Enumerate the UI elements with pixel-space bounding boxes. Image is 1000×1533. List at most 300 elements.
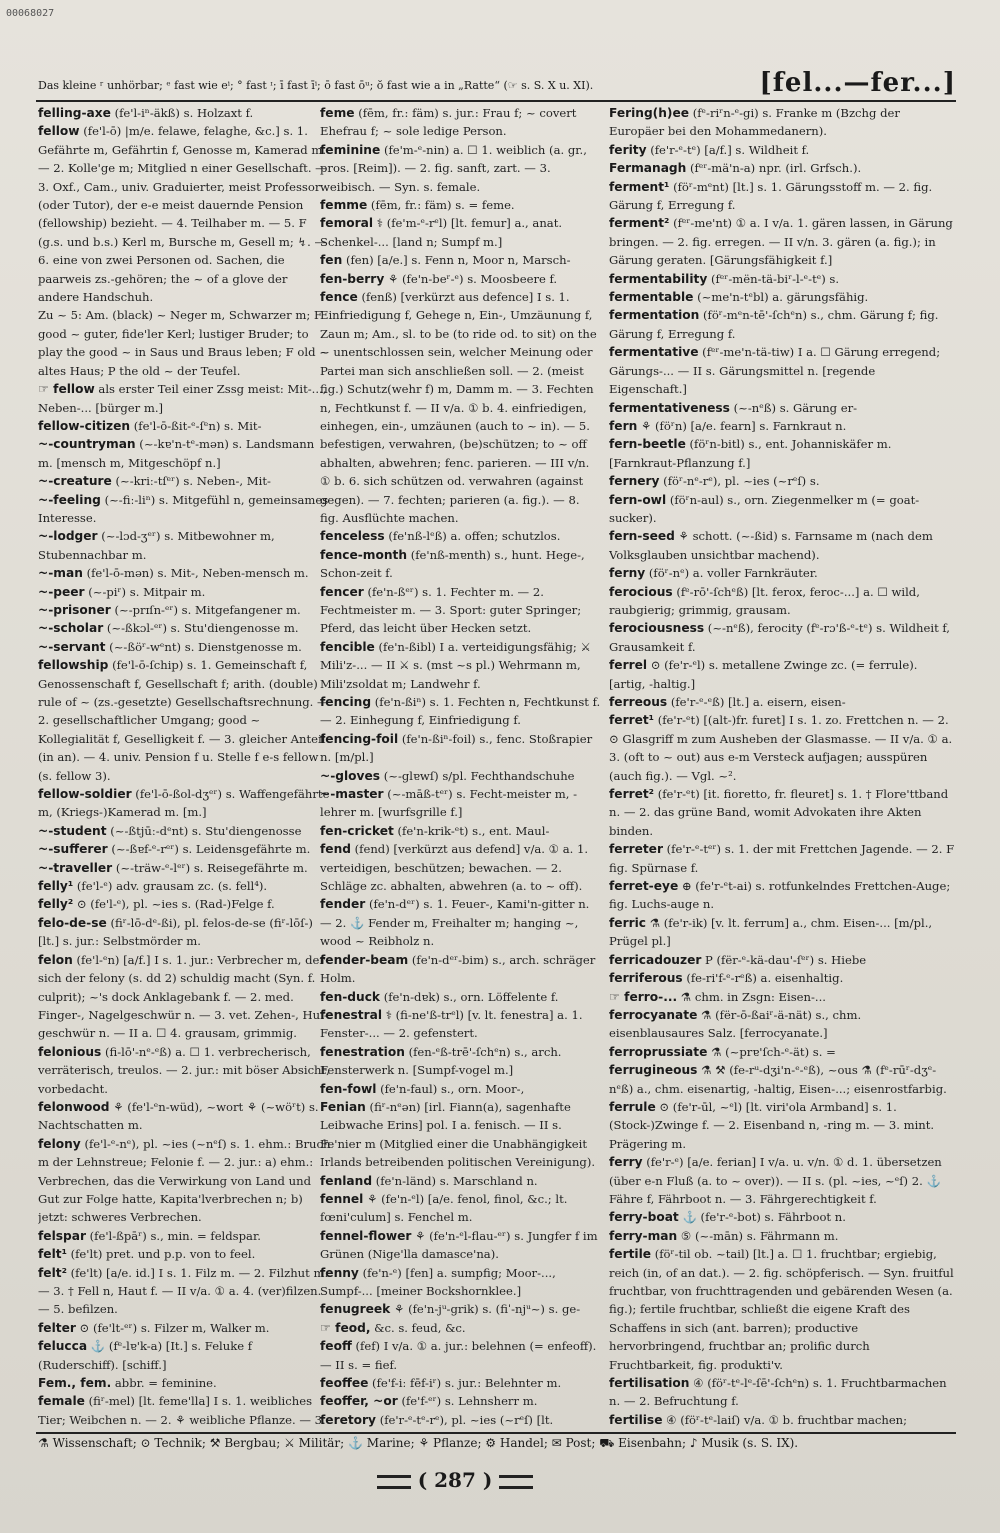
entry-headword: fen-berry — [320, 271, 385, 286]
entry-text: (~-fiː-liⁿ) s. Mitgefühl n, gemeinsames Interesse. — [38, 492, 329, 525]
dictionary-entry — [38, 601, 332, 619]
entry-text: (fe'nß-mɐnth) s., hunt. Hege-, Schon-zeit f. — [320, 547, 585, 581]
entry-text: (fe'l-iⁿ-äkß) s. Holzaxt f. — [114, 106, 254, 120]
entry-headword: ~-prisoner — [38, 602, 111, 617]
dictionary-entry — [609, 306, 955, 343]
entry-text: (fe'r-ᵉ-ᵉß) [lt.] a. eisern, eisen- — [670, 695, 846, 709]
entry-headword: ~-peer — [38, 584, 85, 599]
dictionary-entry — [38, 1392, 332, 1430]
entry-headword: fenceless — [320, 529, 385, 544]
entry-text: (föʳ-nᵉ) a. voller Farnkräuter. — [648, 566, 818, 581]
dictionary-entry — [609, 914, 955, 951]
entry-headword: fern-owl — [609, 492, 667, 507]
dictionary-entry — [320, 822, 602, 840]
entry-headword: ferity — [609, 142, 647, 157]
entry-text: P (fër-ᵉ-kä-dau'-ſᵉʳ) s. Hiebe — [705, 952, 867, 967]
entry-headword: ferricadouzer — [609, 952, 702, 967]
dictionary-entry — [320, 1227, 602, 1264]
dictionary-entry — [38, 1098, 332, 1135]
entry-text: (fiʳ-mel) [lt. feme'lla] I s. 1. weibliches Tier; Weibchen n. — 2. ⚘ weibliche Pflanze. — 3. — [38, 1394, 326, 1427]
dictionary-entry — [609, 951, 955, 969]
dictionary-entry — [38, 656, 332, 785]
entry-headword: ☞ ferro-... — [609, 989, 678, 1004]
entry-text: ④ (föʳ-tᵉ-lᵉ-ſē'-ſchᵉn) s. 1. Fruchtbarmachen n. — 2. Befruchtung f. — [609, 1376, 947, 1409]
dictionary-entry — [320, 988, 602, 1006]
dictionary-entry — [609, 104, 955, 141]
dictionary-entry — [38, 122, 332, 306]
entry-text: ⚘ (fe'n-beʳ-ᵉ) s. Moosbeere f. — [387, 271, 558, 286]
entry-text: (fiʳ-nᵉən) [irl. Fiann(a), sagenhafte Leibwache Erins] pol. I a. fenisch. — II s. Fe'nier m (Mitglied einer die Unabhängigkeit Irlands betreibenden politischen Vereinigung). — [320, 1099, 596, 1170]
page-number-bar-left — [377, 1475, 411, 1489]
dictionary-entry — [38, 859, 332, 877]
dictionary-entry — [320, 1319, 602, 1337]
dictionary-entry — [320, 1392, 602, 1410]
entry-text: ④ (föʳ-tᵉ-laiſ) v/a. ① b. fruchtbar machen; — [666, 1412, 908, 1427]
entry-text: ⚘ (föʳn) [a/e. fearn] s. Farnkraut n. — [640, 418, 847, 433]
entry-headword: fen-duck — [320, 989, 381, 1004]
dictionary-entry — [320, 767, 602, 785]
page-number: ( 287 ) — [370, 1468, 540, 1492]
entry-headword: ~-feeling — [38, 492, 101, 507]
entry-headword: ferocious — [609, 584, 673, 599]
dictionary-entry — [38, 895, 332, 913]
dictionary-entry — [609, 656, 955, 693]
dictionary-entry — [609, 159, 955, 177]
dictionary-entry — [320, 1080, 602, 1098]
dictionary-entry — [609, 178, 955, 215]
entry-headword: ~-gloves — [320, 768, 381, 783]
entry-text: (fe'n-krik-ᵉt) s., ent. Maul- — [397, 823, 550, 838]
entry-text: ⚘ schott. (~-ßid) s. Farnsame m (nach dem Volksglauben unsichtbar machend). — [609, 529, 933, 562]
dictionary-entry — [320, 1264, 602, 1301]
entry-headword: fend — [320, 842, 351, 857]
dictionary-entry — [320, 104, 602, 141]
dictionary-entry — [38, 491, 332, 528]
entry-text: (fe'n-ßiⁿ) s. 1. Fechten n, Fechtkunst f. — 2. Einhegung f, Einfriedigung f. — [320, 695, 601, 728]
entry-text: (~-ßöʳ-wᵉnt) s. Dienstgenosse m. — [109, 639, 302, 654]
entry-text: ⚘ (fe'n-jᵘ-grik) s. (fiˈ-njᵘ~) s. ge- — [393, 1302, 581, 1317]
entry-text: (fe'r-ᵉt) [it. fioretto, fr. fleuret] s. 1. † Flore'ttband n. — 2. das grüne Band, womit Advokaten ihre Akten binden. — [609, 787, 949, 838]
entry-headword: fencible — [320, 639, 375, 654]
dictionary-entry — [609, 564, 955, 582]
dictionary-entry — [609, 988, 955, 1006]
entry-text: (~-ßtjūː-dᵉnt) s. Stu'diengenosse — [110, 823, 302, 838]
entry-headword: ~-lodger — [38, 529, 98, 544]
entry-headword: Fem., fem. — [38, 1376, 112, 1391]
dictionary-entry — [38, 104, 332, 122]
dictionary-entry — [609, 1411, 955, 1430]
entry-headword: fenestral — [320, 1007, 383, 1022]
dictionary-entry — [609, 1227, 955, 1245]
entry-text: (fe'lt) [a/e. id.] I s. 1. Filz m. — 2. Filzhut m. — 3. † Fell n, Haut f. — II v/a. ① a. 4. (ver)filzen. — 5. befilzen. — [38, 1265, 329, 1317]
entry-headword: ferreter — [609, 842, 663, 857]
entry-text: abbr. = feminine. — [114, 1376, 217, 1391]
entry-headword: fern — [609, 418, 638, 433]
entry-headword: ferret² — [609, 787, 655, 802]
dictionary-entry — [320, 895, 602, 950]
entry-text: (fe'n-dɐk) s., orn. Löffelente f. — [383, 989, 559, 1004]
entry-headword: felly² — [38, 897, 74, 912]
entry-headword: fenestration — [320, 1044, 405, 1059]
entry-text: (fᵉʳ-me'nt) ① a. I v/a. 1. gären lassen, in Gärung bringen. — 2. fig. erregen. — II v/n. 3. gären (a. fig.); in Gärung geraten. [Gärungsfähigkeit f.] — [609, 216, 953, 268]
entry-headword: fenny — [320, 1265, 359, 1280]
dictionary-entry — [320, 214, 602, 251]
entry-headword: feoffer, ~or — [320, 1394, 398, 1409]
entry-headword: fenland — [320, 1173, 373, 1188]
entry-text: ⚗ (fe'r-ik) [v. lt. ferrum] a., chm. Eisen-... [m/pl., Prügel pl.] — [609, 915, 933, 949]
dictionary-entry — [609, 270, 955, 288]
entry-text: (fe'm-ᵉ-nin) a. ☐ 1. weiblich (a. gr., pros. [Reim]). — 2. fig. sanft, zart. — 3. weibisch. — Syn. s. female. — [320, 142, 587, 194]
entry-text: (fēm, fr.: fäm) s. = feme. — [370, 198, 515, 213]
entry-text: (~-ßkɔl-ᵉʳ) s. Stu'diengenosse m. — [106, 621, 299, 636]
entry-headword: ferriferous — [609, 971, 683, 986]
entry-text: (fe'n-faul) s., orn. Moor-, — [380, 1081, 525, 1096]
entry-text: (fe'nß-lᵉß) a. offen; schutzlos. — [388, 529, 561, 544]
dictionary-entry — [38, 1227, 332, 1245]
entry-headword: felo-de-se — [38, 915, 107, 930]
entry-text: ⊙ (fe'r-ᵉl) s. metallene Zwinge zc. (= ferrule). [artig, -haltig.] — [609, 658, 918, 691]
dictionary-entry — [609, 840, 955, 877]
dictionary-entry — [320, 1374, 602, 1392]
entry-headword: fermentation — [609, 308, 700, 323]
entry-text: (fᵉʳ-mën-tä-biʳ-l-ᵉ-tᵉ) s. — [711, 271, 840, 286]
dictionary-entry — [38, 583, 332, 601]
page-number-value: 287 — [434, 1468, 476, 1492]
entry-headword: ferry — [609, 1155, 643, 1170]
page-header — [36, 60, 956, 102]
entry-text: (fe'lt) pret. und p.p. von to feel. — [70, 1247, 256, 1262]
entry-text: (~-prɪſn-ᵉʳ) s. Mitgefangener m. — [114, 602, 301, 617]
entry-text: ⚗ (fër-ō-ßaiʳ-ä-nät) s., chm. eisenblausaures Salz. [ferrocyanate.] — [609, 1007, 862, 1041]
entry-text: ⊕ (fe'r-ᵉt-ai) s. rotfunkelndes Frettchen-Auge; fig. Luchs-auge n. — [609, 879, 951, 912]
entry-headword: fennel-flower — [320, 1228, 412, 1243]
entry-headword: femme — [320, 198, 368, 213]
entry-headword: ☞ feod, — [320, 1320, 371, 1335]
entry-text: (~-träw-ᵉ-lᵉʳ) s. Reisegefährte m. — [115, 860, 308, 875]
entry-headword: ferment² — [609, 216, 670, 231]
entry-headword: felony — [38, 1136, 81, 1151]
dictionary-entry — [38, 1135, 332, 1227]
entry-text: (föʳ-til ob. ~tail) [lt.] a. ☐ 1. fruchtbar; ergiebig, reich (in, of an dat.). — 2. fig. schöpferisch. — Syn. fruitful fruchtbar, von fruchttragenden und gebärenden Wesen (a. fig.); fertile fruchtbar, schließt die eigene Kraft des Schaffens in sich (ant. barren); productive hervorbringend, fruchtbar an; prolific durch Fruchtbarkeit, fig. produkti'v. — [609, 1247, 954, 1372]
entry-text: (fef) I v/a. ① a. jur.: belehnen (= enfeoff). — II s. = fief. — [320, 1339, 597, 1372]
entry-text: ⊙ (fe'lt-ᵉʳ) s. Filzer m, Walker m. — [79, 1320, 270, 1335]
entry-headword: ferroprussiate — [609, 1044, 708, 1059]
entry-headword: fen-cricket — [320, 823, 394, 838]
entry-headword: fertilisation — [609, 1376, 690, 1391]
dictionary-entry — [38, 840, 332, 858]
entry-headword: ferny — [609, 566, 646, 581]
entry-text: &c. s. feud, &c. — [374, 1320, 466, 1335]
entry-text: ⊙ (fe'r-ūl, ~ᵉl) [lt. viri'ola Armband] s. 1. (Stock-)Zwinge f. — 2. Eisenband n, -ring m. — 3. mint. Prägering m. — [609, 1099, 935, 1151]
dictionary-entry — [320, 638, 602, 693]
entry-text: (fe'l-ō-ßol-dʒᵉʳ) s. Waffengefährte m, (Kriegs-)Kamerad m. [m.] — [38, 787, 330, 820]
entry-text: (fe'l-ō) |m/e. felawe, felaghe, &c.] s. 1. Gefährte m, Gefährtin f, Genosse m, Kamerad m. — 2. Kolle'ge m; Mitglied n einer Gesellschaft. — 3. Oxf., Cam., univ. Graduierter, meist Professor (oder Tutor), der e-e meist dauernde Pension (fellowship) bezieht. — 4. Teilhaber m. — 5. F (g.s. und b.s.) Kerl m, Bursche m, Gesell m; ↯. — 6. eine von zwei Personen od. Sachen, die paarweis zs.-gehören; the ~ of a glove der andere Handschuh. — [38, 124, 327, 305]
dictionary-entry — [38, 785, 332, 822]
entry-text: (fᵉ-riʳn-ᵉ-gi) s. Franke m (Bzchg der Europäer bei den Mohammedanern). — [609, 106, 900, 139]
entry-text: (fe'l-ō-mən) s. Mit-, Neben-mensch m. — [86, 566, 309, 581]
entry-headword: ~-sufferer — [38, 842, 108, 857]
entry-headword: fencing-foil — [320, 731, 399, 746]
dictionary-entry — [38, 619, 332, 637]
dictionary-entry — [320, 951, 602, 988]
entry-text: ⚘ (fe'n-ᵉl) [a/e. fenol, finol, &c.; lt. fœni'culum] s. Fenchel m. — [320, 1191, 568, 1225]
entry-text: (fen) [a/e.] s. Fenn n, Moor n, Marsch- — [345, 253, 571, 268]
entry-text: (fe'r-ᵉ-tᵉ-rᵉ), pl. ~ies (~rᵉſ) [lt. — [379, 1412, 554, 1427]
dictionary-entry — [320, 546, 602, 583]
entry-headword: ferrel — [609, 658, 648, 673]
entry-headword: fellowship — [38, 658, 109, 673]
entry-text: (fenß) [verkürzt aus defence] I s. 1. Einfriedigung f, Gehege n, Ein-, Umzäunung f, Zaun m; Am., sl. to be (to ride od. to sit) on the ~ unentschlossen sein, welcher Meinung oder Partei man sich anschließen soll. — 2. (meist fig.) Schutz(wehr f) m, Damm m. — 3. Fechten n, Fechtkunst f. — II v/a. ① b. 4. einfriedigen, einhegen, ein-, umzäunen (auch to ~ in). — 5. befestigen, verwahren, (be)schützen; to ~ off abhalten, abwehren; fenc. parieren. — III v/n. ① b. 6. sich schützen od. verwahren (against gegen). — 7. fechten; parieren (a. fig.). — 8. fig. Ausflüchte machen. — [320, 290, 597, 525]
dictionary-entry — [320, 1300, 602, 1318]
dictionary-entry — [320, 251, 602, 269]
entry-text: (fe'n-ßibl) I a. verteidigungsfähig; ⚔ Mili'z-... — II ⚔ s. (mst ~s pl.) Wehrmann m, Mili'zsoldat m; Landwehr f. — [320, 639, 591, 691]
dictionary-entry — [609, 877, 955, 914]
entry-text: ⚘ (fe'l-ᵉn-wüd), ~wort ⚘ (~wöʳt) s. Nachtschatten m. — [38, 1099, 319, 1133]
entry-text: (~-ßɐf-ᵉ-rᵉʳ) s. Leidensgefährte m. — [111, 842, 311, 857]
entry-text: (~-māß-tᵉʳ) s. Fecht-meister m, -lehrer m. [wurfsgrille f.] — [320, 787, 578, 820]
dictionary-entry — [38, 435, 332, 472]
dictionary-entry — [38, 1245, 332, 1263]
scan-id: 00068027 — [6, 8, 55, 19]
entry-text: (fᵉ-rō'-ſchᵉß) [lt. ferox, feroc-...] a. ☐ wild, raubgierig; grimmig, grausam. — [609, 584, 920, 617]
entry-text: ⑤ (~-mān) s. Fährmann m. — [680, 1228, 839, 1243]
entry-headword: ferrugineous — [609, 1063, 698, 1078]
dictionary-entry — [38, 822, 332, 840]
dictionary-entry — [609, 1098, 955, 1153]
entry-text: (fe'n-dᵉʳ) s. 1. Feuer-, Kami'n-gitter n. — 2. ⚓ Fender m, Freihalter m; hanging ~, wood ~ Reibholz n. — [320, 897, 590, 949]
entry-headword: fertilise — [609, 1412, 663, 1427]
dictionary-entry — [38, 306, 332, 380]
dictionary-entry — [609, 583, 955, 620]
entry-headword: felspar — [38, 1228, 86, 1243]
entry-headword: fencing — [320, 695, 372, 709]
entry-text: ⚕ (fi-ne'ß-trᵉl) [v. lt. fenestra] a. 1. Fenster-... — 2. gefenstert. — [320, 1007, 583, 1041]
dictionary-entry — [609, 399, 955, 417]
entry-text: (fe-ri'f-ᵉ-rᵉß) a. eisenhaltig. — [686, 971, 844, 986]
entry-headword: feoff — [320, 1339, 352, 1354]
entry-text: (fe'n-länd) s. Marschland n. — [375, 1173, 538, 1188]
entry-text: Zu ~ 5: Am. (black) ~ Neger m, Schwarzer m; F good ~ guter, fide'ler Kerl; lustiger Bruder; to play the good ~ in Saus und Braus leben; F old ~ altes Haus; P the old ~ der Teufel. — [38, 308, 329, 378]
dictionary-entry — [320, 270, 602, 288]
entry-headword: felonious — [38, 1044, 102, 1059]
entry-headword: ferment¹ — [609, 179, 670, 194]
entry-headword: ferreous — [609, 695, 668, 709]
entry-headword: fender-beam — [320, 952, 409, 967]
entry-text: (fᵉʳ-me'n-tä-tiw) I a. ☐ Gärung erregend; Gärungs-... — II s. Gärungsmittel n. [regende Eigenschaft.] — [609, 345, 941, 397]
entry-text: (fe'n-dᵉʳ-bim) s., arch. schräger Holm. — [320, 952, 596, 986]
dictionary-entry — [320, 1411, 602, 1430]
entry-headword: ~-man — [38, 566, 83, 581]
entry-text: (fe'l-ßpāʳ) s., min. = feldspar. — [89, 1228, 261, 1243]
entry-text: (~-nᵉß) s. Gärung er- — [733, 400, 858, 415]
dictionary-entry — [609, 472, 955, 490]
entry-headword: fermentative — [609, 345, 699, 360]
entry-headword: ~-countryman — [38, 437, 136, 452]
dictionary-entry — [609, 1245, 955, 1374]
entry-headword: feretory — [320, 1412, 376, 1427]
entry-text: (fe'r-ᵉ-tᵉʳ) s. 1. der mit Frettchen Jagende. — 2. F fig. Spürnase f. — [609, 842, 955, 875]
dictionary-entry — [609, 417, 955, 435]
dictionary-entry — [320, 141, 602, 196]
entry-text: ⚗ ⚒ (fe-rᵘ-dʒi'n-ᵉ-ᵉß), ~ous ⚗ (fᵉ-rūʳ-dʒᵉ-nᵉß) a., chm. eisenartig, -haltig, Eisen-...; eisenrostfarbig. — [609, 1063, 947, 1096]
dictionary-entry — [38, 1264, 332, 1319]
entry-headword: fellow — [38, 124, 80, 139]
dictionary-entry — [320, 1190, 602, 1227]
dictionary-entry — [38, 527, 332, 564]
entry-headword: felonwood — [38, 1099, 110, 1114]
dictionary-entry — [609, 491, 955, 528]
dictionary-entry — [38, 638, 332, 656]
entry-headword: fern-beetle — [609, 437, 686, 452]
dictionary-entry — [609, 711, 955, 785]
entry-headword: Fering(h)ee — [609, 106, 690, 120]
entry-range: [fel...—fer...] — [759, 68, 956, 98]
entry-headword: ~-traveller — [38, 860, 113, 875]
entry-headword: ~-servant — [38, 639, 106, 654]
entry-text: ⊙ (fe'l-ᵉ), pl. ~ies s. (Rad-)Felge f. — [76, 897, 275, 912]
column-1 — [38, 104, 332, 1430]
entry-columns — [38, 104, 962, 1430]
dictionary-entry — [38, 1337, 332, 1374]
entry-headword: ferret-eye — [609, 879, 679, 894]
entry-text: (fiʳ-lō-dᵉ-ßi), pl. felos-de-se (fiʳ-lōſ-) [lt.] s. jur.: Selbstmörder m. — [38, 915, 313, 949]
entry-headword: fenugreek — [320, 1302, 391, 1317]
entry-text: (~-kɐ'n-tᵉ-mən) s. Landsmann m. [mensch m, Mitgeschöpf n.] — [38, 437, 315, 470]
entry-text: (fe'l-ᵉ-nᵉ), pl. ~ies (~nᵉſ) s. 1. ehm.: Bruch m der Lehnstreue; Felonie f. — 2. jur.: a) ehm.: Verbrechen, das die Verwirkung von Land und Gut zur Folge hatte, Kapita'lverbrechen n; b) jetzt: schweres Verbrechen. — [38, 1136, 331, 1225]
entry-text: (fe'r-ᵉ-tᵉ) [a/f.] s. Wildheit f. — [650, 142, 810, 157]
entry-text: (~me'n-tᵉbl) a. gärungsfähig. — [697, 290, 869, 305]
page-number-bar-right — [499, 1475, 533, 1489]
dictionary-entry — [320, 527, 602, 545]
entry-text: (~-piʳ) s. Mitpair m. — [88, 584, 206, 599]
dictionary-entry — [609, 1374, 955, 1411]
entry-headword: fen-fowl — [320, 1081, 377, 1096]
dictionary-entry — [609, 969, 955, 987]
dictionary-entry — [609, 343, 955, 398]
entry-headword: feoffee — [320, 1376, 369, 1391]
entry-headword: felt¹ — [38, 1247, 67, 1262]
entry-text: (fend) [verkürzt aus defend] v/a. ① a. 1. verteidigen, beschützen; bewachen. — 2. Schläge zc. abhalten, abwehren (a. to ~ off). — [320, 842, 589, 894]
entry-headword: ferric — [609, 915, 646, 930]
entry-text: ⚓ (fᵉ-lɐ'k-a) [It.] s. Feluke f (Ruderschiff). [schiff.] — [38, 1339, 253, 1372]
entry-text: ⚕ (fe'm-ᵉ-rᵉl) [lt. femur] a., anat. Schenkel-... [land n; Sumpf m.] — [320, 216, 563, 249]
dictionary-entry — [320, 583, 602, 638]
dictionary-entry — [609, 1006, 955, 1043]
entry-headword: felly¹ — [38, 879, 74, 894]
entry-headword: fernery — [609, 474, 660, 489]
entry-text: (fe'r-ᵉt) [(alt-)fr. furet] I s. 1. zo. Frettchen n. — 2. ⊙ Glasgriff m zum Ausheben der Glasmasse. — II v/a. ① a. 3. (oft to ~ out) aus e-m Versteck aufjagen; ausspüren (auch fig.). — Vgl. ~². — [609, 713, 953, 783]
entry-text: (fe'r-ᵉ) [a/e. ferian] I v/a. u. v/n. ① d. 1. übersetzen (über e-n Fluß (a. to ~ over)). — II s. (pl. ~ies, ~ᵉſ) 2. ⚓ Fähre f, Fährboot n. — 3. Fährgerechtigkeit f. — [609, 1155, 942, 1206]
entry-headword: fermentability — [609, 271, 708, 286]
entry-headword: ferret¹ — [609, 713, 655, 728]
entry-headword: fern-seed — [609, 529, 675, 544]
entry-headword: felt² — [38, 1265, 67, 1280]
entry-text: (föʳ-mᵉnt) [lt.] s. 1. Gärungsstoff m. — 2. fig. Gärung f, Erregung f. — [609, 179, 933, 213]
dictionary-entry — [609, 619, 955, 656]
symbol-legend: ⚗ Wissenschaft; ⊙ Technik; ⚒ Bergbau; ⚔ Militär; ⚓ Marine; ⚘ Pflanze; ⚙ Handel; ✉ Post; ⛟ Eisenbahn; ♪ Musik (s. S. IX). — [38, 1436, 799, 1450]
entry-headword: feme — [320, 106, 355, 120]
entry-text: ⚗ chm. in Zsgn: Eisen-... — [680, 989, 826, 1004]
dictionary-entry — [609, 435, 955, 472]
entry-headword: ferry-boat — [609, 1210, 679, 1225]
entry-headword: feminine — [320, 142, 381, 157]
entry-text: (~-nᵉß), ferocity (fᵉ-rɔ'ß-ᵉ-tᵉ) s. Wildheit f, Grausamkeit f. — [609, 621, 950, 654]
entry-headword: ferry-man — [609, 1228, 678, 1243]
entry-text: (fen-ᵉß-trē'-ſchᵉn) s., arch. Fensterwerk n. [Sumpf-vogel m.] — [320, 1044, 562, 1078]
entry-headword: fence — [320, 290, 358, 305]
entry-text: (föʳ-nᵉ-rᵉ), pl. ~ies (~rᵉſ) s. — [663, 474, 820, 489]
column-3 — [609, 104, 955, 1430]
dictionary-entry — [609, 141, 955, 159]
dictionary-entry — [38, 472, 332, 490]
entry-text: ⚓ (fe'r-ᵉ-bot) s. Fährboot n. — [682, 1210, 846, 1225]
entry-headword: Fenian — [320, 1099, 366, 1114]
dictionary-entry — [320, 196, 602, 214]
dictionary-entry — [38, 877, 332, 895]
entry-text: (~-kriː-tſᵉʳ) s. Neben-, Mit- — [115, 474, 271, 489]
entry-headword: fence-month — [320, 547, 408, 562]
entry-text: ⚗ (~prɐ'ſch-ᵉ-ät) s. = — [711, 1044, 836, 1059]
entry-text: (fe'n-ßiⁿ-foil) s., fenc. Stoßrapier n. [m/pl.] — [320, 731, 593, 765]
dictionary-entry — [320, 1337, 602, 1374]
entry-headword: fellow-soldier — [38, 787, 132, 802]
entry-headword: ferrocyanate — [609, 1007, 698, 1022]
entry-text: als erster Teil einer Zssg meist: Mit-..., Neben-... [bürger m.] — [38, 382, 327, 415]
dictionary-entry — [320, 840, 602, 895]
dictionary-entry — [609, 1208, 955, 1226]
entry-headword: fencer — [320, 584, 364, 599]
dictionary-entry — [320, 730, 602, 767]
dictionary-entry — [609, 1043, 955, 1061]
dictionary-entry — [38, 564, 332, 582]
pronunciation-key: Das kleine ʳ unhörbar; ᵉ fast wie eⁱ; ° fast ᶦ; ī fast īⁱ; ō fast ōᵘ; ŏ fast wie a in „Ratte“ (☞ s. S. X u. XI). — [38, 79, 594, 92]
dictionary-entry — [320, 288, 602, 527]
entry-text: (fe'f-iː fēf-iʳ) s. jur.: Belehnter m. — [372, 1376, 562, 1391]
entry-headword: fen — [320, 253, 343, 268]
entry-headword: female — [38, 1394, 85, 1409]
entry-headword: Fermanagh — [609, 161, 687, 176]
entry-headword: felucca — [38, 1339, 88, 1354]
dictionary-entry — [320, 1006, 602, 1043]
entry-headword: ☞ fellow — [38, 382, 95, 397]
dictionary-entry — [38, 1043, 332, 1098]
entry-headword: fender — [320, 897, 366, 912]
entry-headword: felon — [38, 952, 73, 967]
entry-text: (föʳn-bitl) s., ent. Johanniskäfer m. [Farnkraut-Pflanzung f.] — [609, 437, 892, 470]
dictionary-entry — [609, 527, 955, 564]
entry-headword: felter — [38, 1320, 76, 1335]
dictionary-entry — [320, 1172, 602, 1190]
entry-text: (~-lɔd-ʒᵉʳ) s. Mitbewohner m, Stubennachbar m. — [38, 529, 275, 562]
dictionary-entry — [609, 1061, 955, 1098]
dictionary-entry — [38, 1374, 332, 1392]
entry-text: (fe'n-ßᵉʳ) s. 1. Fechter m. — 2. Fechtmeister m. — 3. Sport: guter Springer; Pferd, das leicht über Hecken setzt. — [320, 584, 582, 636]
entry-text: ⚘ (fe'n-ᵉl-flau-ᵉʳ) s. Jungfer f im Grünen (Nige'lla damasce'na). — [320, 1228, 598, 1262]
dictionary-entry — [38, 914, 332, 951]
entry-text: (fe'f-ᵉʳ) s. Lehnsherr m. — [401, 1394, 538, 1409]
entry-text: (fi-lō'-nᵉ-ᵉß) a. ☐ 1. verbrecherisch, verräterisch, treulos. — 2. jur.: mit böser Absicht, vorbedacht. — [38, 1044, 330, 1096]
entry-headword: fermentativeness — [609, 400, 730, 415]
entry-headword: fellow-citizen — [38, 418, 131, 433]
dictionary-entry — [609, 693, 955, 711]
dictionary-entry — [320, 1043, 602, 1080]
entry-text: (föʳ-mᵉn-tē'-ſchᵉn) s., chm. Gärung f; fig. Gärung f, Erregung f. — [609, 308, 939, 341]
dictionary-entry — [38, 380, 332, 417]
entry-headword: fermentable — [609, 290, 694, 305]
dictionary-entry — [609, 214, 955, 269]
entry-text: (fe'l-ᵉ) adv. grausam zc. (s. fell⁴). — [76, 879, 268, 894]
entry-text: (fᵉʳ-mä'n-a) npr. (irl. Grfsch.). — [690, 161, 862, 176]
